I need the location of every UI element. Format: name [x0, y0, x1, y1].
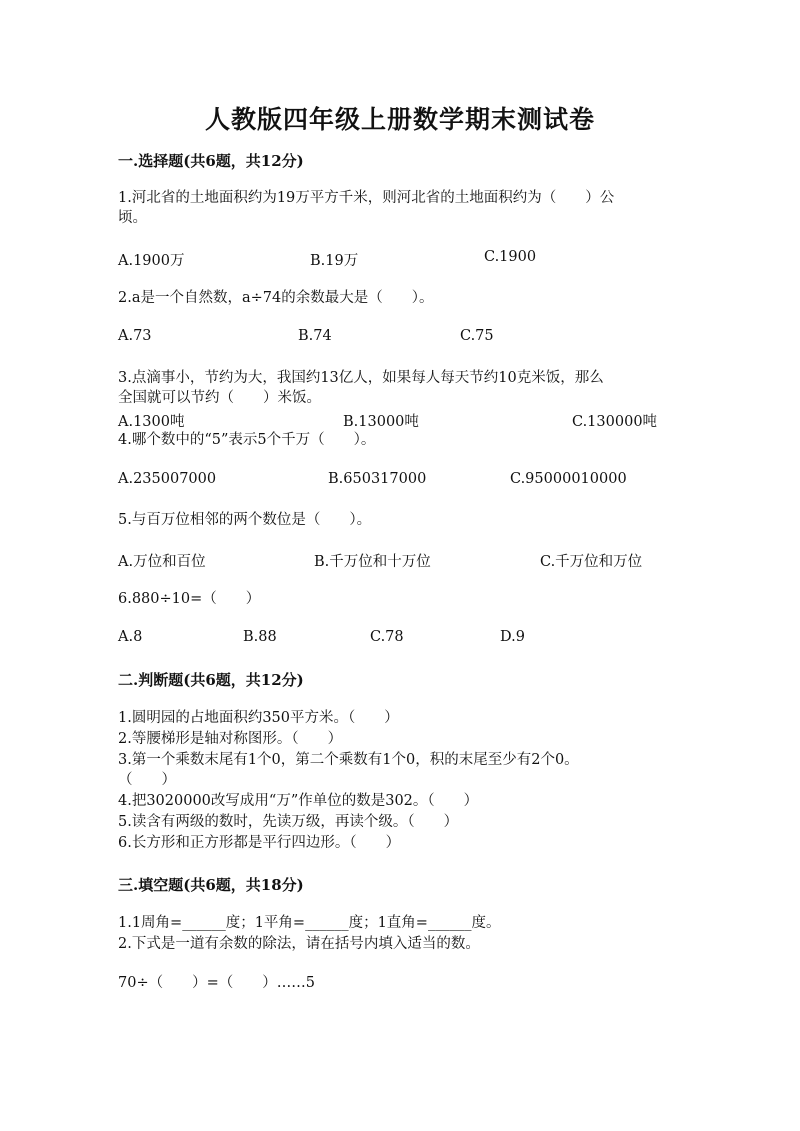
question-text: 3.点滴事小，节约为大，我国约13亿人，如果每人每天节约10克米饭，那么 — [118, 370, 604, 386]
division-formula: 70÷（ ）=（ ）……5 — [118, 975, 315, 991]
statement: 6.长方形和正方形都是平行四边形。（ ） — [118, 835, 401, 851]
option: C.78 — [370, 629, 404, 645]
option: C.千万位和万位 — [540, 554, 643, 570]
option: D.9 — [500, 629, 525, 645]
section-heading-judgement: 二.判断题(共6题，共12分) — [118, 671, 304, 689]
option: A.1300吨 — [118, 414, 185, 430]
option: A.8 — [118, 629, 143, 645]
statement: （ ） — [118, 772, 176, 788]
option: A.万位和百位 — [118, 554, 206, 570]
section-heading-fill-blank: 三.填空题(共6题，共18分) — [118, 876, 304, 894]
option: A.235007000 — [118, 471, 217, 487]
option: C.75 — [460, 328, 494, 344]
option: A.73 — [118, 328, 152, 344]
option: B.650317000 — [328, 471, 427, 487]
option: B.74 — [298, 328, 332, 344]
question-text: 5.与百万位相邻的两个数位是（ ）。 — [118, 512, 372, 528]
fill-blank-question: 2.下式是一道有余数的除法，请在括号内填入适当的数。 — [118, 936, 480, 952]
question-text: 全国就可以节约（ ）米饭。 — [118, 390, 321, 406]
option: C.1900 — [484, 249, 537, 265]
question-text: 顷。 — [118, 210, 147, 226]
option: B.13000吨 — [343, 414, 419, 430]
question-text: 6.880÷10=（ ） — [118, 591, 261, 607]
option: B.千万位和十万位 — [314, 554, 431, 570]
option: C.130000吨 — [572, 414, 658, 430]
question-text: 4.哪个数中的“5”表示5个千万（ ）。 — [118, 432, 376, 448]
question-text: 1.河北省的土地面积约为19万平方千米，则河北省的土地面积约为（ ）公 — [118, 190, 615, 206]
page-title: 人教版四年级上册数学期末测试卷 — [204, 105, 595, 134]
fill-blank-question: 1.1周角=______度；1平角=______度；1直角=______度。 — [118, 915, 501, 931]
option: A.1900万 — [118, 253, 185, 269]
option: B.19万 — [310, 253, 359, 269]
option: B.88 — [243, 629, 277, 645]
statement: 1.圆明园的占地面积约350平方米。（ ） — [118, 710, 399, 726]
statement: 3.第一个乘数末尾有1个0，第二个乘数有1个0，积的末尾至少有2个0。 — [118, 752, 579, 768]
section-heading-choice: 一.选择题(共6题，共12分) — [118, 152, 304, 170]
statement: 4.把3020000改写成用“万”作单位的数是302。（ ） — [118, 793, 479, 809]
statement: 2.等腰梯形是轴对称图形。（ ） — [118, 731, 343, 747]
question-text: 2.a是一个自然数，a÷74的余数最大是（ ）。 — [118, 290, 434, 306]
option: C.95000010000 — [510, 471, 627, 487]
statement: 5.读含有两级的数时，先读万级，再读个级。（ ） — [118, 814, 459, 830]
